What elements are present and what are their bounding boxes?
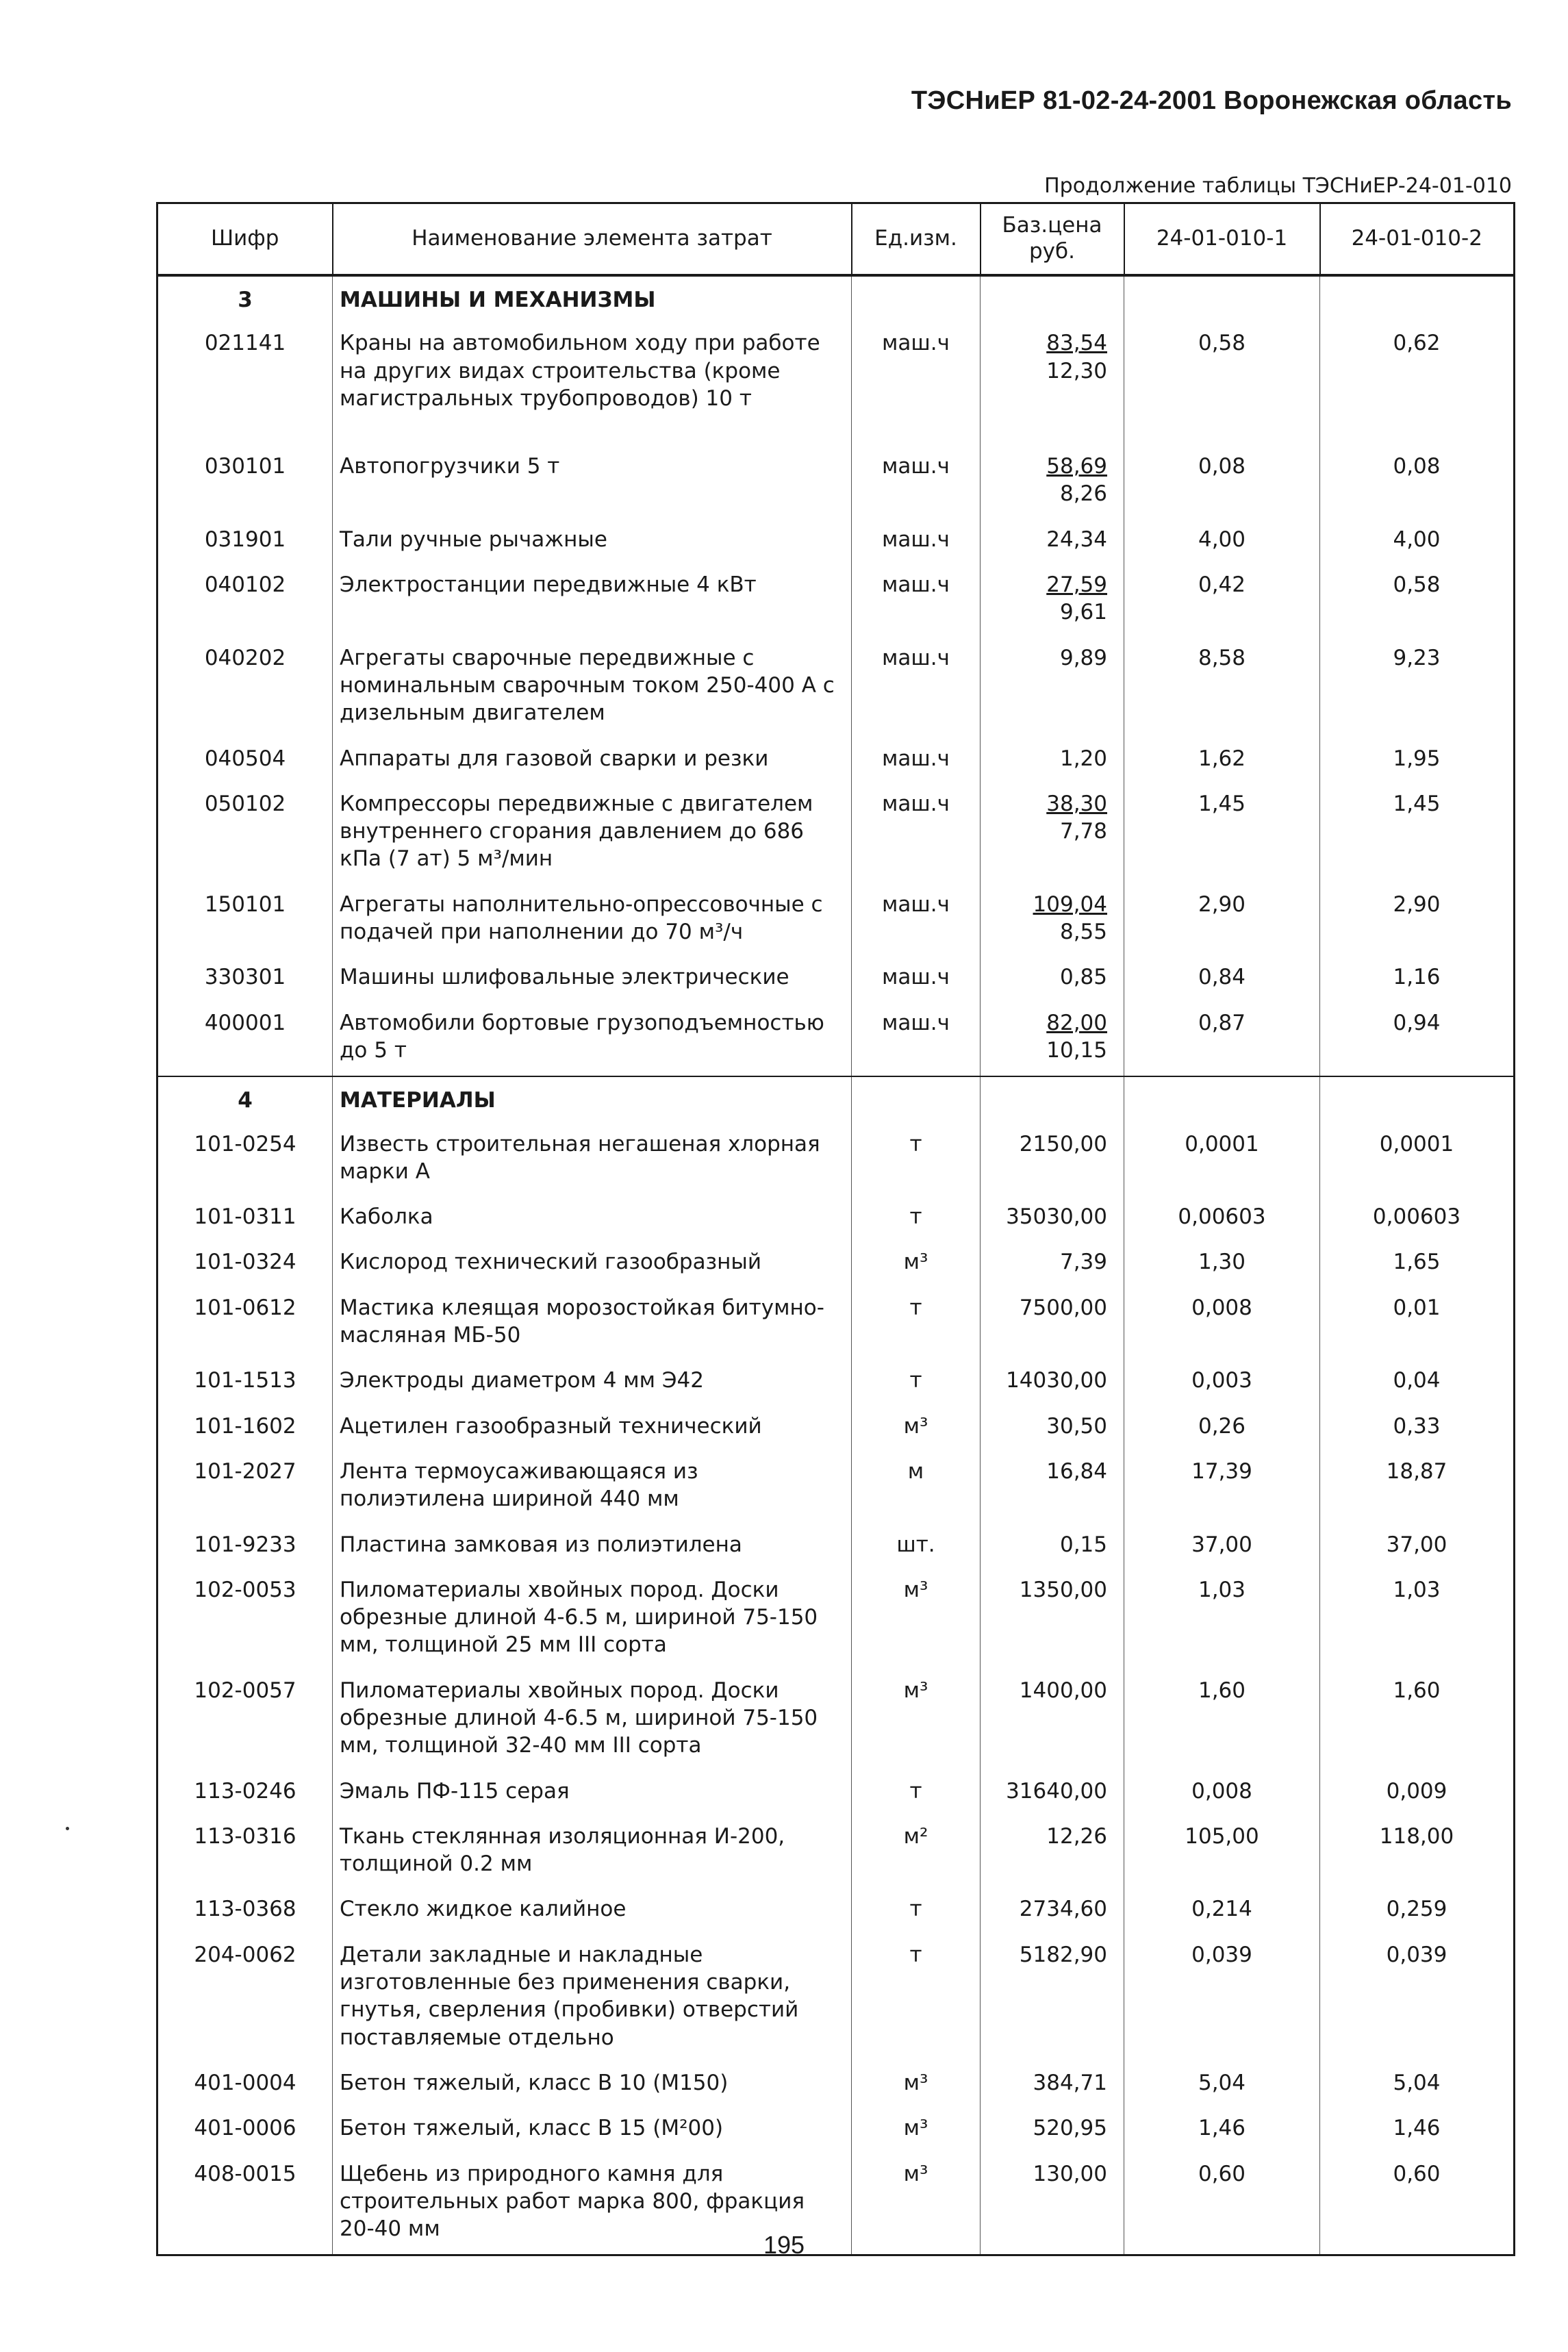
cell-name: Автопогрузчики 5 т [333, 446, 852, 520]
cell-unit: т [852, 1197, 981, 1242]
price-total: 12,26 [1046, 1823, 1107, 1849]
price-total: 9,89 [1059, 645, 1107, 670]
cell-name: Автомобили бортовые грузоподъемностью до 5 т [333, 1003, 852, 1077]
cell-norm-1: 0,60 [1124, 2154, 1320, 2255]
cell-name: Тали ручные рычажные [333, 520, 852, 565]
cell-price [981, 1889, 1124, 1934]
cell-norm-2: 5,04 [1320, 2063, 1515, 2108]
price-total: 0,85 [1059, 965, 1107, 990]
cell-name: Агрегаты сварочные передвижные с номинальным сварочным током 250-400 А с дизельным двигателем [333, 638, 852, 739]
cell-name: Эмаль ПФ-115 серая [333, 1771, 852, 1817]
column-header-norm-2: 24-01-010-2 [1320, 203, 1515, 276]
cell-norm-2: 0,0001 [1320, 1124, 1515, 1198]
cell-code: 021141 [157, 323, 333, 446]
table-row [157, 2108, 1515, 2153]
table-row [157, 1771, 1515, 1817]
price-total: 7500,00 [1019, 1295, 1107, 1320]
table-row [157, 1935, 1515, 2063]
cell-unit: м³ [852, 2108, 981, 2153]
column-header-code: Шифр [157, 203, 333, 276]
cell-norm-1: 0,00603 [1124, 1197, 1320, 1242]
cell-norm-1: 17,39 [1124, 1452, 1320, 1525]
price-total: 2150,00 [1019, 1131, 1107, 1156]
cell-norm-1: 8,58 [1124, 638, 1320, 739]
table-row [157, 1124, 1515, 1198]
table-row [157, 1242, 1515, 1287]
cell-code: 030101 [157, 446, 333, 520]
cell-name: Компрессоры передвижные с двигателем внутреннего сгорания давлением до 686 кПа (7 ат) 5 м³/мин [333, 784, 852, 885]
cell-norm-2: 9,23 [1320, 638, 1515, 739]
cell-unit: маш.ч [852, 446, 981, 520]
cell-code: 113-0368 [157, 1889, 333, 1934]
cell-norm-1: 0,039 [1124, 1935, 1320, 2063]
cell-norm-1: 0,008 [1124, 1771, 1320, 1817]
cell-price [981, 1771, 1124, 1817]
price-total: 14030,00 [1006, 1368, 1107, 1393]
cell-price [981, 784, 1124, 885]
cell-norm-1: 0,58 [1124, 323, 1320, 446]
cell-name: Машины шлифовальные электрические [333, 957, 852, 1002]
page-number: 195 [763, 2231, 805, 2259]
cell-unit: маш.ч [852, 520, 981, 565]
table-row [157, 1889, 1515, 1934]
column-header-unit: Ед.изм. [852, 203, 981, 276]
cell-norm-2: 0,04 [1320, 1361, 1515, 1406]
cell-norm-1: 1,62 [1124, 739, 1320, 784]
cell-name: Аппараты для газовой сварки и резки [333, 739, 852, 784]
cell-norm-2: 1,65 [1320, 1242, 1515, 1287]
section-row [157, 275, 1515, 323]
cell-name: Детали закладные и накладные изготовленные без применения сварки, гнутья, сверления (пробивки) отверстий поставляемые отдельно [333, 1935, 852, 2063]
cell-unit: т [852, 1288, 981, 1361]
cell-norm-1: 1,03 [1124, 1570, 1320, 1671]
cell-unit: маш.ч [852, 885, 981, 958]
cell-code: 330301 [157, 957, 333, 1002]
cell-name: Электроды диаметром 4 мм Э42 [333, 1361, 852, 1406]
column-header-price-line2: руб. [1029, 239, 1075, 264]
cell-norm-2: 118,00 [1320, 1817, 1515, 1890]
price-wage-part: 9,61 [1059, 600, 1107, 625]
section-title: МАТЕРИАЛЫ [333, 1076, 852, 1124]
cell-unit: т [852, 1889, 981, 1934]
cell-norm-2: 0,94 [1320, 1003, 1515, 1077]
cell-price [981, 1197, 1124, 1242]
table-row [157, 520, 1515, 565]
cell-price [981, 739, 1124, 784]
cell-norm-1: 0,87 [1124, 1003, 1320, 1077]
cell-norm-1: 0,26 [1124, 1406, 1320, 1452]
price-total: 109,04 [1033, 892, 1107, 917]
table-row [157, 2063, 1515, 2108]
cell-norm-1: 0,84 [1124, 957, 1320, 1002]
cell-price [981, 638, 1124, 739]
price-total: 384,71 [1033, 2070, 1107, 2095]
cell-price [981, 323, 1124, 446]
empty-cell [981, 1076, 1124, 1124]
column-header-price-line1: Баз.цена [1002, 213, 1102, 238]
cell-unit: маш.ч [852, 739, 981, 784]
cell-code: 150101 [157, 885, 333, 958]
price-total: 38,30 [1046, 791, 1107, 816]
cell-norm-2: 18,87 [1320, 1452, 1515, 1525]
table-header-row [157, 203, 1515, 276]
cell-norm-1: 2,90 [1124, 885, 1320, 958]
price-total: 82,00 [1046, 1010, 1107, 1035]
cell-unit: м³ [852, 1406, 981, 1452]
cell-norm-1: 0,003 [1124, 1361, 1320, 1406]
cell-code: 102-0053 [157, 1570, 333, 1671]
cell-norm-2: 1,60 [1320, 1671, 1515, 1771]
table-row [157, 1406, 1515, 1452]
cell-name: Пиломатериалы хвойных пород. Доски обрезные длиной 4-6.5 м, шириной 75-150 мм, толщиной 32-40 мм III сорта [333, 1671, 852, 1771]
cell-name: Краны на автомобильном ходу при работе на других видах строительства (кроме магистральных трубопроводов) 10 т [333, 323, 852, 446]
cell-norm-2: 0,039 [1320, 1935, 1515, 2063]
price-total: 520,95 [1033, 2116, 1107, 2141]
table-continuation-note: Продолжение таблицы ТЭСНиЕР-24-01-010 [1044, 174, 1512, 198]
price-total: 35030,00 [1006, 1204, 1107, 1230]
table-row [157, 885, 1515, 958]
cell-name: Бетон тяжелый, класс В 15 (М²00) [333, 2108, 852, 2153]
cell-name: Агрегаты наполнительно-опрессовочные с подачей при наполнении до 70 м³/ч [333, 885, 852, 958]
cell-norm-1: 5,04 [1124, 2063, 1320, 2108]
cell-price [981, 446, 1124, 520]
cell-norm-1: 0,08 [1124, 446, 1320, 520]
cell-price [981, 1671, 1124, 1771]
cell-name: Известь строительная негашеная хлорная марки А [333, 1124, 852, 1198]
table-row [157, 739, 1515, 784]
table-row [157, 1197, 1515, 1242]
cell-unit: маш.ч [852, 784, 981, 885]
table-row [157, 323, 1515, 446]
cell-norm-1: 37,00 [1124, 1525, 1320, 1570]
scan-dot [66, 1827, 69, 1830]
cell-name: Пластина замковая из полиэтилена [333, 1525, 852, 1570]
price-total: 83,54 [1046, 331, 1107, 356]
table-row [157, 1361, 1515, 1406]
cell-code: 204-0062 [157, 1935, 333, 2063]
cell-norm-1: 1,45 [1124, 784, 1320, 885]
cell-norm-2: 0,08 [1320, 446, 1515, 520]
resource-table [156, 202, 1515, 2256]
cell-name: Ацетилен газообразный технический [333, 1406, 852, 1452]
cell-price [981, 957, 1124, 1002]
table-row [157, 1817, 1515, 1890]
table-body [157, 275, 1515, 2255]
table-row [157, 1452, 1515, 1525]
cell-name: Бетон тяжелый, класс В 10 (М150) [333, 2063, 852, 2108]
cell-norm-2: 0,60 [1320, 2154, 1515, 2255]
cell-code: 101-0324 [157, 1242, 333, 1287]
cell-price [981, 1935, 1124, 2063]
empty-cell [1320, 1076, 1515, 1124]
cell-norm-2: 1,95 [1320, 739, 1515, 784]
cell-name: Мастика клеящая морозостойкая битумно-масляная МБ-50 [333, 1288, 852, 1361]
table-row [157, 638, 1515, 739]
table-row [157, 1671, 1515, 1771]
cell-unit: т [852, 1124, 981, 1198]
section-row [157, 1076, 1515, 1124]
cell-norm-2: 2,90 [1320, 885, 1515, 958]
cell-price [981, 520, 1124, 565]
cell-norm-2: 1,45 [1320, 784, 1515, 885]
cell-name: Электростанции передвижные 4 кВт [333, 565, 852, 638]
cell-code: 101-2027 [157, 1452, 333, 1525]
cell-norm-2: 37,00 [1320, 1525, 1515, 1570]
price-total: 130,00 [1033, 2161, 1107, 2186]
cell-norm-1: 1,60 [1124, 1671, 1320, 1771]
cell-unit: маш.ч [852, 1003, 981, 1077]
cell-code: 113-0316 [157, 1817, 333, 1890]
price-total: 24,34 [1046, 527, 1107, 552]
column-header-price [981, 203, 1124, 276]
table-row [157, 1570, 1515, 1671]
price-wage-part: 12,30 [1046, 358, 1107, 383]
document-header: ТЭСНиЕР 81-02-24-2001 Воронежская область [911, 86, 1512, 115]
cell-code: 040504 [157, 739, 333, 784]
cell-code: 408-0015 [157, 2154, 333, 2255]
cell-name: Ткань стеклянная изоляционная И-200, толщиной 0.2 мм [333, 1817, 852, 1890]
empty-cell [981, 275, 1124, 323]
price-total: 1350,00 [1019, 1577, 1107, 1602]
cell-code: 101-0612 [157, 1288, 333, 1361]
cell-norm-2: 1,03 [1320, 1570, 1515, 1671]
cell-code: 401-0004 [157, 2063, 333, 2108]
cell-norm-1: 0,214 [1124, 1889, 1320, 1934]
cell-code: 101-0311 [157, 1197, 333, 1242]
cell-name: Пиломатериалы хвойных пород. Доски обрезные длиной 4-6.5 м, шириной 75-150 мм, толщиной 25 мм III сорта [333, 1570, 852, 1671]
cell-norm-2: 1,46 [1320, 2108, 1515, 2153]
price-total: 0,15 [1059, 1532, 1107, 1557]
cell-code: 401-0006 [157, 2108, 333, 2153]
cell-unit: маш.ч [852, 957, 981, 1002]
price-total: 1400,00 [1019, 1678, 1107, 1703]
section-number: 4 [157, 1076, 333, 1124]
price-total: 16,84 [1046, 1458, 1107, 1484]
cell-norm-1: 0,42 [1124, 565, 1320, 638]
cell-price [981, 1525, 1124, 1570]
table-row [157, 1003, 1515, 1077]
cell-norm-2: 0,259 [1320, 1889, 1515, 1934]
price-total: 58,69 [1046, 454, 1107, 479]
cell-unit: м³ [852, 1671, 981, 1771]
cell-unit: т [852, 1361, 981, 1406]
cell-price [981, 1003, 1124, 1077]
cell-norm-2: 0,33 [1320, 1406, 1515, 1452]
empty-cell [1320, 275, 1515, 323]
cell-price [981, 1570, 1124, 1671]
cell-code: 400001 [157, 1003, 333, 1077]
empty-cell [1124, 275, 1320, 323]
cell-name: Лента термоусаживающаяся из полиэтилена шириной 440 мм [333, 1452, 852, 1525]
cell-price [981, 1452, 1124, 1525]
cell-code: 102-0057 [157, 1671, 333, 1771]
column-header-norm-1: 24-01-010-1 [1124, 203, 1320, 276]
cell-code: 050102 [157, 784, 333, 885]
cell-norm-1: 1,30 [1124, 1242, 1320, 1287]
cell-price [981, 1242, 1124, 1287]
price-total: 5182,90 [1019, 1942, 1107, 1967]
cell-price [981, 1817, 1124, 1890]
cell-price [981, 1361, 1124, 1406]
cell-unit: маш.ч [852, 638, 981, 739]
cell-norm-2: 0,00603 [1320, 1197, 1515, 1242]
price-wage-part: 7,78 [1059, 819, 1107, 844]
cell-norm-2: 0,62 [1320, 323, 1515, 446]
cell-price [981, 2063, 1124, 2108]
cell-price [981, 885, 1124, 958]
cell-unit: шт. [852, 1525, 981, 1570]
cell-name: Каболка [333, 1197, 852, 1242]
price-total: 1,20 [1059, 746, 1107, 771]
price-total: 27,59 [1046, 572, 1107, 598]
cell-price [981, 565, 1124, 638]
column-header-name: Наименование элемента затрат [333, 203, 852, 276]
cell-unit: м³ [852, 2154, 981, 2255]
cell-code: 101-1602 [157, 1406, 333, 1452]
price-total: 30,50 [1046, 1413, 1107, 1439]
cell-norm-1: 0,0001 [1124, 1124, 1320, 1198]
cell-norm-2: 0,009 [1320, 1771, 1515, 1817]
cell-unit: т [852, 1935, 981, 2063]
table-row [157, 957, 1515, 1002]
cell-norm-1: 1,46 [1124, 2108, 1320, 2153]
cell-unit: м³ [852, 1242, 981, 1287]
cell-code: 101-0254 [157, 1124, 333, 1198]
price-total: 2734,60 [1019, 1897, 1107, 1922]
section-number: 3 [157, 275, 333, 323]
price-total: 31640,00 [1006, 1778, 1107, 1804]
cell-price [981, 1124, 1124, 1198]
cell-unit: м [852, 1452, 981, 1525]
cell-code: 101-9233 [157, 1525, 333, 1570]
cell-unit: м³ [852, 1570, 981, 1671]
cell-code: 031901 [157, 520, 333, 565]
empty-cell [852, 1076, 981, 1124]
table-row [157, 1525, 1515, 1570]
cell-code: 040102 [157, 565, 333, 638]
cell-unit: т [852, 1771, 981, 1817]
cell-norm-2: 0,58 [1320, 565, 1515, 638]
cell-norm-2: 4,00 [1320, 520, 1515, 565]
cell-code: 113-0246 [157, 1771, 333, 1817]
cell-price [981, 2108, 1124, 2153]
cell-unit: маш.ч [852, 323, 981, 446]
cell-norm-2: 1,16 [1320, 957, 1515, 1002]
cell-unit: м² [852, 1817, 981, 1890]
cell-norm-1: 4,00 [1124, 520, 1320, 565]
cell-name: Кислород технический газообразный [333, 1242, 852, 1287]
cell-price [981, 1288, 1124, 1361]
cell-code: 040202 [157, 638, 333, 739]
cell-code: 101-1513 [157, 1361, 333, 1406]
table-row [157, 446, 1515, 520]
section-title: МАШИНЫ И МЕХАНИЗМЫ [333, 275, 852, 323]
cell-norm-2: 0,01 [1320, 1288, 1515, 1361]
cell-norm-1: 105,00 [1124, 1817, 1320, 1890]
price-wage-part: 8,26 [1059, 481, 1107, 507]
table-row [157, 784, 1515, 885]
cell-name: Щебень из природного камня для строительных работ марка 800, фракция 20-40 мм [333, 2154, 852, 2255]
empty-cell [1124, 1076, 1320, 1124]
empty-cell [852, 275, 981, 323]
table-row [157, 565, 1515, 638]
price-wage-part: 8,55 [1059, 920, 1107, 945]
cell-unit: маш.ч [852, 565, 981, 638]
cell-unit: м³ [852, 2063, 981, 2108]
cell-name: Стекло жидкое калийное [333, 1889, 852, 1934]
cell-price [981, 1406, 1124, 1452]
price-total: 7,39 [1059, 1250, 1107, 1275]
table-row [157, 1288, 1515, 1361]
price-wage-part: 10,15 [1046, 1037, 1107, 1063]
cell-norm-1: 0,008 [1124, 1288, 1320, 1361]
